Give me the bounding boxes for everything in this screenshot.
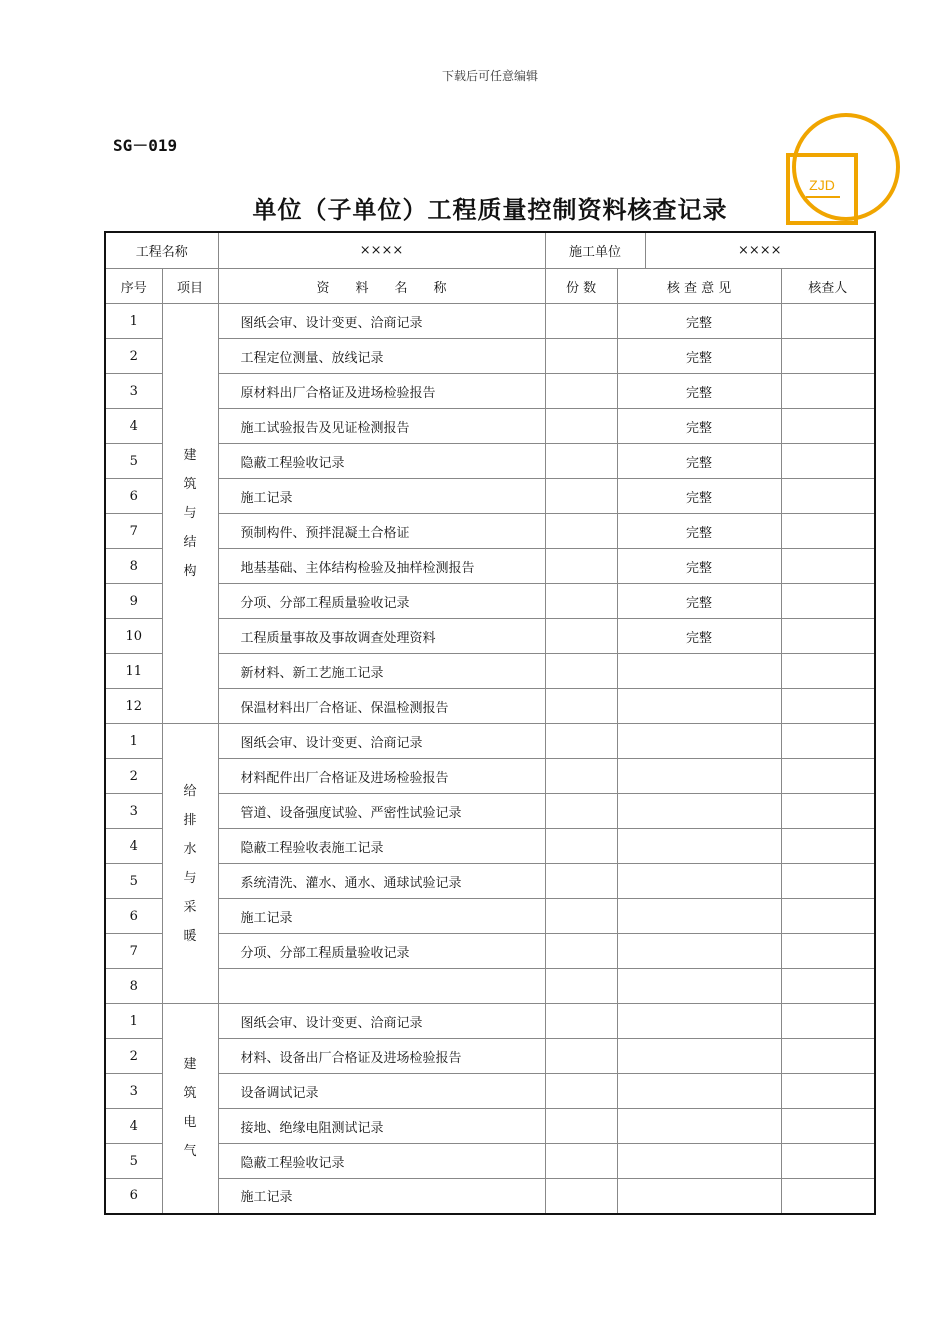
row-opinion xyxy=(617,1039,781,1074)
row-material-name xyxy=(218,969,545,1004)
row-opinion xyxy=(617,654,781,689)
row-material-name: 材料配件出厂合格证及进场检验报告 xyxy=(218,759,545,794)
row-checker xyxy=(781,829,875,864)
row-opinion xyxy=(617,864,781,899)
column-header-seq: 序号 xyxy=(105,269,162,304)
row-copies xyxy=(545,724,617,759)
table-row xyxy=(105,654,875,689)
column-header-checker: 核查人 xyxy=(781,269,875,304)
row-material-name: 原材料出厂合格证及进场检验报告 xyxy=(218,374,545,409)
row-opinion: 完整 xyxy=(617,584,781,619)
table-row xyxy=(105,514,875,549)
row-opinion xyxy=(617,1074,781,1109)
table-row xyxy=(105,584,875,619)
contractor-label: 施工单位 xyxy=(546,233,646,268)
row-copies xyxy=(545,304,617,339)
row-checker xyxy=(781,689,875,724)
row-seq: 1 xyxy=(105,724,162,759)
row-seq: 8 xyxy=(105,549,162,584)
row-copies xyxy=(545,829,617,864)
table-row xyxy=(105,759,875,794)
row-checker xyxy=(781,479,875,514)
section-label-char: 气 xyxy=(183,1144,197,1160)
row-checker xyxy=(781,1144,875,1179)
row-seq: 3 xyxy=(105,374,162,409)
row-checker xyxy=(781,1074,875,1109)
row-opinion xyxy=(617,969,781,1004)
row-opinion xyxy=(617,899,781,934)
row-opinion: 完整 xyxy=(617,374,781,409)
table-row xyxy=(105,689,875,724)
row-opinion: 完整 xyxy=(617,549,781,584)
row-copies xyxy=(545,409,617,444)
row-checker xyxy=(781,409,875,444)
row-material-name: 分项、分部工程质量验收记录 xyxy=(218,934,545,969)
row-seq: 5 xyxy=(105,444,162,479)
row-seq: 9 xyxy=(105,584,162,619)
table-row xyxy=(105,409,875,444)
table-row xyxy=(105,934,875,969)
section-label-char: 采 xyxy=(183,899,197,915)
table-row xyxy=(105,339,875,374)
row-material-name: 图纸会审、设计变更、洽商记录 xyxy=(218,724,545,759)
row-checker xyxy=(781,1109,875,1144)
row-copies xyxy=(545,899,617,934)
table-row xyxy=(105,619,875,654)
row-material-name: 新材料、新工艺施工记录 xyxy=(218,654,545,689)
row-checker xyxy=(781,584,875,619)
row-seq: 2 xyxy=(105,759,162,794)
row-seq: 4 xyxy=(105,829,162,864)
row-copies xyxy=(545,969,617,1004)
section-label-char: 筑 xyxy=(183,477,197,492)
row-seq: 6 xyxy=(105,479,162,514)
row-opinion: 完整 xyxy=(617,304,781,339)
section-label-char: 与 xyxy=(183,506,197,521)
row-copies xyxy=(545,1179,617,1214)
row-copies xyxy=(545,864,617,899)
section-label-char: 与 xyxy=(183,870,197,886)
row-material-name: 工程质量事故及事故调查处理资料 xyxy=(218,619,545,654)
row-seq: 2 xyxy=(105,1039,162,1074)
row-checker xyxy=(781,794,875,829)
row-copies xyxy=(545,654,617,689)
row-material-name: 设备调试记录 xyxy=(218,1074,545,1109)
row-opinion xyxy=(617,829,781,864)
row-material-name: 分项、分部工程质量验收记录 xyxy=(218,584,545,619)
row-checker xyxy=(781,304,875,339)
row-copies xyxy=(545,584,617,619)
row-seq: 3 xyxy=(105,794,162,829)
row-copies xyxy=(545,1144,617,1179)
row-checker xyxy=(781,444,875,479)
column-header-opinion: 核 查 意 见 xyxy=(617,269,781,304)
table-row xyxy=(105,899,875,934)
row-material-name: 图纸会审、设计变更、洽商记录 xyxy=(218,304,545,339)
page-title: 单位（子单位）工程质量控制资料核查记录 xyxy=(252,196,728,224)
row-seq: 8 xyxy=(105,969,162,1004)
row-copies xyxy=(545,689,617,724)
row-checker xyxy=(781,969,875,1004)
row-checker xyxy=(781,899,875,934)
table-row xyxy=(105,374,875,409)
row-checker xyxy=(781,759,875,794)
row-opinion xyxy=(617,1144,781,1179)
row-opinion: 完整 xyxy=(617,479,781,514)
row-checker xyxy=(781,619,875,654)
section-label-char: 电 xyxy=(183,1115,197,1131)
row-material-name: 施工记录 xyxy=(218,1179,545,1214)
row-opinion: 完整 xyxy=(617,514,781,549)
row-seq: 5 xyxy=(105,864,162,899)
row-material-name: 管道、设备强度试验、严密性试验记录 xyxy=(218,794,545,829)
row-copies xyxy=(545,1074,617,1109)
row-material-name: 工程定位测量、放线记录 xyxy=(218,339,545,374)
row-seq: 7 xyxy=(105,514,162,549)
row-copies xyxy=(545,934,617,969)
row-seq: 11 xyxy=(105,654,162,689)
row-checker xyxy=(781,1179,875,1214)
row-copies xyxy=(545,794,617,829)
table-row xyxy=(105,1109,875,1144)
row-opinion xyxy=(617,934,781,969)
row-copies xyxy=(545,619,617,654)
row-seq: 10 xyxy=(105,619,162,654)
row-material-name: 预制构件、预拌混凝土合格证 xyxy=(218,514,545,549)
row-seq: 2 xyxy=(105,339,162,374)
row-checker xyxy=(781,549,875,584)
table-row xyxy=(105,479,875,514)
section-label xyxy=(162,724,218,1004)
row-copies xyxy=(545,444,617,479)
section-label xyxy=(162,304,218,724)
row-checker xyxy=(781,654,875,689)
table-row xyxy=(105,1144,875,1179)
row-material-name: 保温材料出厂合格证、保温检测报告 xyxy=(218,689,545,724)
row-seq: 7 xyxy=(105,934,162,969)
row-copies xyxy=(545,1039,617,1074)
row-copies xyxy=(545,549,617,584)
row-opinion xyxy=(617,759,781,794)
row-opinion xyxy=(617,1109,781,1144)
project-name-label: 工程名称 xyxy=(105,232,218,269)
row-opinion: 完整 xyxy=(617,619,781,654)
row-opinion xyxy=(617,1179,781,1214)
table-row xyxy=(105,794,875,829)
row-copies xyxy=(545,479,617,514)
row-material-name: 地基基础、主体结构检验及抽样检测报告 xyxy=(218,549,545,584)
row-checker xyxy=(781,514,875,549)
row-copies xyxy=(545,1004,617,1039)
table-row xyxy=(105,1039,875,1074)
row-checker xyxy=(781,934,875,969)
row-material-name: 材料、设备出厂合格证及进场检验报告 xyxy=(218,1039,545,1074)
info-row xyxy=(105,232,875,269)
section-label-char: 建 xyxy=(183,448,197,463)
table-row xyxy=(105,444,875,479)
column-header-row xyxy=(105,269,875,304)
row-material-name: 隐蔽工程验收表施工记录 xyxy=(218,829,545,864)
row-seq: 12 xyxy=(105,689,162,724)
column-header-copies: 份 数 xyxy=(545,269,617,304)
row-opinion: 完整 xyxy=(617,409,781,444)
row-seq: 4 xyxy=(105,1109,162,1144)
row-seq: 1 xyxy=(105,304,162,339)
section-label xyxy=(162,1004,218,1214)
row-material-name: 图纸会审、设计变更、洽商记录 xyxy=(218,1004,545,1039)
row-checker xyxy=(781,864,875,899)
row-material-name: 施工试验报告及见证检测报告 xyxy=(218,409,545,444)
row-checker xyxy=(781,1039,875,1074)
column-header-material-name: 资 料 名 称 xyxy=(218,269,545,304)
row-copies xyxy=(545,514,617,549)
section-label-char: 筑 xyxy=(183,1086,197,1102)
table-row xyxy=(105,1179,875,1214)
section-label-char: 排 xyxy=(183,812,197,828)
section-label-char: 构 xyxy=(183,564,197,579)
row-seq: 5 xyxy=(105,1144,162,1179)
table-row xyxy=(105,1074,875,1109)
row-seq: 6 xyxy=(105,1179,162,1214)
row-seq: 3 xyxy=(105,1074,162,1109)
row-seq: 4 xyxy=(105,409,162,444)
form-code: SG－019 xyxy=(113,136,178,155)
row-material-name: 系统清洗、灌水、通水、通球试验记录 xyxy=(218,864,545,899)
row-opinion xyxy=(617,689,781,724)
row-opinion: 完整 xyxy=(617,444,781,479)
table-row xyxy=(105,829,875,864)
row-seq: 1 xyxy=(105,1004,162,1039)
table-row xyxy=(105,1004,875,1039)
row-checker xyxy=(781,724,875,759)
row-copies xyxy=(545,374,617,409)
header-note: 下载后可任意编辑 xyxy=(441,69,538,83)
row-opinion: 完整 xyxy=(617,339,781,374)
table-row xyxy=(105,549,875,584)
column-header-item: 项目 xyxy=(162,269,218,304)
row-material-name: 隐蔽工程验收记录 xyxy=(218,444,545,479)
section-label-char: 给 xyxy=(183,783,197,799)
row-opinion xyxy=(617,724,781,759)
table-row xyxy=(105,969,875,1004)
row-material-name: 施工记录 xyxy=(218,899,545,934)
row-material-name: 隐蔽工程验收记录 xyxy=(218,1144,545,1179)
row-copies xyxy=(545,339,617,374)
row-copies xyxy=(545,1109,617,1144)
contractor-value: ×××× xyxy=(737,243,782,258)
row-material-name: 施工记录 xyxy=(218,479,545,514)
row-checker xyxy=(781,1004,875,1039)
table-row xyxy=(105,304,875,339)
row-checker xyxy=(781,374,875,409)
section-label-char: 建 xyxy=(183,1057,197,1073)
project-name-value: ×××× xyxy=(218,232,545,269)
section-label-char: 暖 xyxy=(183,928,197,944)
table-row xyxy=(105,724,875,759)
section-label-char: 结 xyxy=(183,535,197,550)
row-copies xyxy=(545,759,617,794)
review-table xyxy=(104,231,876,1215)
row-opinion xyxy=(617,794,781,829)
section-label-char: 水 xyxy=(183,841,197,857)
row-seq: 6 xyxy=(105,899,162,934)
row-checker xyxy=(781,339,875,374)
logo-text: ZJD xyxy=(809,177,835,193)
row-material-name: 接地、绝缘电阻测试记录 xyxy=(218,1109,545,1144)
table-row xyxy=(105,864,875,899)
row-opinion xyxy=(617,1004,781,1039)
